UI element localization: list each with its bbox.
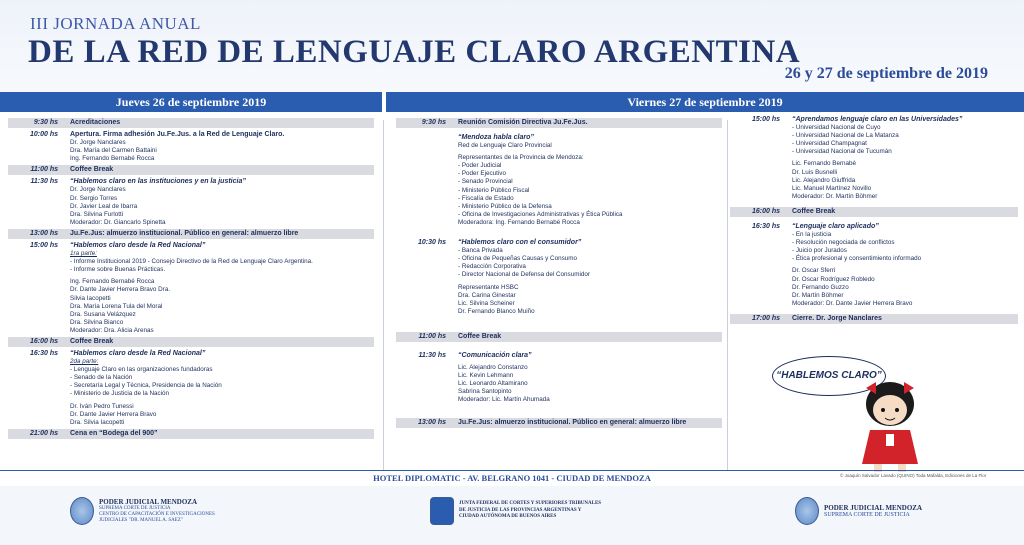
agenda-item: - Fiscalía de Estado — [458, 194, 514, 202]
agenda-item: - Oficina de Investigaciones Administrativas y Ética Pública — [458, 210, 623, 218]
slot-time: 13:00 hs — [417, 419, 446, 427]
agenda-slot — [730, 207, 1018, 217]
agenda-slot — [8, 337, 374, 347]
speaker: Representante HSBC — [458, 283, 519, 291]
slot-title: Cena en “Bodega del 900” — [70, 429, 158, 437]
moderator: Moderador: Dr. Martín Böhmer — [792, 192, 878, 200]
venue-address: HOTEL DIPLOMATIC - AV. BELGRANO 1041 - CIUDAD DE MENDOZA — [373, 473, 651, 483]
speaker: Dra. Susana Velázquez — [70, 310, 136, 318]
agenda-item: - Oficina de Pequeñas Causas y Consumo — [458, 255, 578, 263]
agenda-item: - Universidad Champagnat — [792, 140, 867, 148]
agenda-item: - Ética profesional y consentimiento informado — [792, 255, 922, 263]
speaker: Dr. Luis Busnelli — [792, 168, 838, 176]
agenda-slot — [8, 429, 374, 439]
agenda-slot — [8, 242, 374, 335]
slot-time: 9:30 hs — [421, 119, 446, 126]
agenda-item: - Juicio por Jurados — [792, 247, 847, 255]
slot-time: 10:30 hs — [417, 239, 446, 247]
event-dates: 26 y 27 de septiembre de 2019 — [784, 65, 988, 82]
agenda-item: - Universidad Nacional de Tucumán — [792, 148, 892, 156]
agenda-slot — [8, 178, 374, 227]
slot-time: 11:00 hs — [418, 332, 446, 340]
slot-time: 16:00 hs — [29, 337, 58, 345]
page-title: DE LA RED DE LENGUAJE CLARO ARGENTINA — [28, 34, 801, 70]
logo-name: PODER JUDICIAL MENDOZA — [824, 504, 923, 512]
agenda-item: - Director Nacional de Defensa del Consumidor — [458, 271, 590, 279]
agenda-item: - Universidad Nacional de La Matanza — [792, 132, 899, 140]
slot-time: 9:30 hs — [33, 119, 58, 126]
speaker: Dr. Dante Javier Herrera Bravo Dra. — [70, 286, 171, 294]
logo-line: JUNTA FEDERAL DE CORTES Y SUPERIORES TRIBUNALES — [459, 501, 602, 507]
agenda-item: - Universidad Nacional de Cuyo — [792, 124, 881, 132]
mendoza-seal-icon — [795, 497, 819, 525]
mafalda-illustration — [852, 374, 928, 474]
moderator: Moderadora: Ing. Fernando Bernabé Rocca — [458, 218, 580, 226]
intro-text: Representantes de la Provincia de Mendoza: — [458, 154, 584, 162]
agenda-slot — [396, 418, 722, 428]
agenda-item: - Senado Provincial — [458, 178, 513, 186]
logo-subtitle: CENTRO DE CAPACITACIÓN E INVESTIGACIONES — [99, 512, 215, 517]
part-label: 1ra parte: — [70, 250, 97, 258]
speech-bubble: “HABLEMOS CLARO” — [772, 356, 886, 396]
slot-title: Acreditaciones — [70, 119, 121, 126]
slot-title: “Mendoza habla claro” — [458, 134, 534, 141]
slot-time: 11:00 hs — [30, 166, 58, 174]
friday-morning-column — [396, 116, 722, 431]
slot-time: 16:30 hs — [751, 222, 780, 230]
friday-afternoon-column — [730, 116, 1018, 327]
agenda-slot — [8, 165, 374, 175]
column-divider — [727, 120, 728, 470]
agenda-slot — [8, 131, 374, 163]
speaker: Dr. Oscar Rodríguez Robledo — [792, 275, 875, 283]
speaker: Lic. Silvina Scheiner — [458, 299, 515, 307]
speaker: Dr. Sergio Torres — [70, 194, 118, 202]
speaker: Dr. Jorge Nanclares — [70, 139, 126, 147]
logo-name: PODER JUDICIAL MENDOZA — [99, 498, 198, 506]
agenda-slot — [730, 223, 1018, 308]
logo-line: DE JUSTICIA DE LAS PROVINCIAS ARGENTINAS Y — [459, 507, 582, 513]
mendoza-seal-icon — [70, 497, 94, 525]
speaker: Lic. Alejandro Constanzo — [458, 363, 528, 371]
logo-poder-judicial-cci — [70, 497, 215, 525]
slot-title: Ju.Fe.Jus: almuerzo institucional. Público en general: almuerzo libre — [458, 419, 687, 427]
agenda-slot — [396, 332, 722, 342]
agenda-item: - Senado de la Nación — [70, 374, 133, 382]
agenda-slot — [396, 352, 722, 405]
agenda-item: - Ministerio Público Fiscal — [458, 186, 530, 194]
speaker: Silvia Iacopetti — [70, 294, 111, 302]
agenda-item: - En la justicia — [792, 231, 832, 239]
slot-title: “Hablemos claro desde la Red Nacional” — [70, 349, 206, 357]
agenda-item: - Poder Ejecutivo — [458, 170, 506, 178]
logo-subtitle: JUDICIALES "DR. MANUEL A. SAEZ" — [99, 518, 183, 523]
slot-title: “Aprendamos lenguaje claro en las Universidades” — [792, 116, 963, 123]
speaker: Dr. Iván Pedro Tunessi — [70, 402, 134, 410]
moderator: Moderador: Dr. Giancarlo Spinetta — [70, 218, 166, 226]
slot-time: 10:00 hs — [29, 131, 58, 138]
agenda-item: - Banca Privada — [458, 247, 503, 255]
slot-title: Coffee Break — [70, 166, 114, 174]
agenda-slot — [8, 229, 374, 239]
agenda-item: - Redacción Corporativa — [458, 263, 526, 271]
speaker: Lic. Fernando Bernabé — [792, 160, 857, 168]
moderator: Moderador: Dra. Alicia Arenas — [70, 326, 154, 334]
speaker: Lic. Leonardo Altamirano — [458, 380, 528, 388]
speaker: Dra. María Lorena Tula del Moral — [70, 302, 163, 310]
logo-jufejus — [430, 497, 601, 525]
speaker: Dra. Carina Ginestar — [458, 291, 516, 299]
logo-subtitle: SUPREMA CORTE DE JUSTICIA — [824, 512, 910, 518]
agenda-slot — [730, 314, 1018, 324]
speaker: Dra. Silvina Furlotti — [70, 210, 124, 218]
speaker: Lic. Manuel Martínez Novillo — [792, 184, 872, 192]
agenda-slot — [396, 134, 722, 227]
logo-subtitle: SUPREMA CORTE DE JUSTICIA — [99, 506, 171, 511]
agenda-slot — [396, 118, 722, 128]
speaker: Ing. Fernando Bernabé Rocca — [70, 278, 155, 286]
slot-title: Apertura. Firma adhesión Ju.Fe.Jus. a la Red de Lenguaje Claro. — [70, 131, 285, 138]
slot-time: 11:30 hs — [418, 351, 446, 359]
speaker: Sabrina Santopinto — [458, 388, 512, 396]
slot-time: 11:30 hs — [30, 178, 58, 186]
slot-time: 16:30 hs — [29, 349, 58, 357]
slot-title: Coffee Break — [458, 332, 502, 340]
speaker: Dr. Dante Javier Herrera Bravo — [70, 410, 157, 418]
part-label: 2da parte: — [70, 358, 99, 366]
thursday-column — [8, 116, 374, 442]
slot-title: Reunión Comisión Directiva Ju.Fe.Jus. — [458, 119, 588, 126]
speaker: Dra. Silvia Iacopetti — [70, 418, 125, 426]
slot-time: 16:00 hs — [751, 207, 780, 215]
slot-time: 15:00 hs — [751, 116, 780, 123]
speaker: Dr. Oscar Sferri — [792, 267, 836, 275]
speaker: Dr. Fernando Guzzo — [792, 283, 849, 291]
agenda-item: - Informe sobre Buenas Prácticas. — [70, 266, 166, 274]
column-divider — [383, 120, 384, 470]
agenda-item: - Ministerio de Justicia de la Nación — [70, 390, 170, 398]
slot-time: 21:00 hs — [29, 429, 58, 437]
slot-time: 15:00 hs — [29, 241, 58, 249]
slot-title: Cierre. Dr. Jorge Nanclares — [792, 314, 882, 322]
speaker: Ing. Fernando Bernabé Rocca — [70, 155, 155, 163]
slot-title: Ju.Fe.Jus: almuerzo institucional. Público en general: almuerzo libre — [70, 229, 299, 237]
agenda-item: - Secretaría Legal y Técnica, Presidencia de la Nación — [70, 382, 222, 390]
speaker: Lic. Alejandro Giuffrida — [792, 176, 856, 184]
slot-title: “Hablemos claro desde la Red Nacional” — [70, 241, 206, 249]
slot-title: “Hablemos claro en las instituciones y en la justicia” — [70, 178, 246, 186]
slot-title: Coffee Break — [70, 337, 114, 345]
agenda-slot — [730, 116, 1018, 201]
moderator: Moderador: Dr. Dante Javier Herrera Bravo — [792, 299, 913, 307]
edition-label: III JORNADA ANUAL — [30, 14, 201, 33]
slot-title: Coffee Break — [792, 207, 836, 215]
moderator: Moderador: Lic. Martín Ahumada — [458, 396, 550, 404]
slot-time: 13:00 hs — [29, 229, 58, 237]
slot-title: “Comunicación clara” — [458, 351, 532, 359]
logo-poder-judicial — [795, 497, 922, 525]
speaker: Dr. Jorge Nanclares — [70, 186, 126, 194]
agenda-item: - Lenguaje Claro en las organizaciones fundadoras — [70, 366, 213, 374]
agenda-item: - Informe Institucional 2019 - Consejo Directivo de la Red de Lenguaje Claro Argentina. — [70, 258, 313, 266]
agenda-item: - Ministerio Público de la Defensa — [458, 202, 552, 210]
agenda-slot — [8, 118, 374, 128]
speaker: Dra. Silvina Bianco — [70, 318, 124, 326]
speaker: Dr. Fernando Blanco Muiño — [458, 307, 535, 315]
speaker: Dra. María del Carmen Battaini — [70, 147, 157, 155]
agenda-slot — [396, 239, 722, 316]
speaker: Dr. Martín Böhmer — [792, 291, 844, 299]
agenda-slot — [8, 350, 374, 427]
illustration-credit: © Joaquín Salvador Lavado (QUINO) Toda Mafalda, Ediciones de La Flor — [840, 473, 987, 478]
speaker: Lic. Kevin Lehmann — [458, 372, 514, 380]
agenda-item: - Resolución negociada de conflictos — [792, 239, 895, 247]
slot-subtitle: Red de Lenguaje Claro Provincial — [458, 142, 552, 150]
slot-title: “Lenguaje claro aplicado” — [792, 222, 879, 230]
slot-time: 17:00 hs — [751, 314, 780, 322]
day-header-friday: Viernes 27 de septiembre 2019 — [386, 92, 1024, 112]
agenda-item: - Poder Judicial — [458, 162, 502, 170]
slot-title: “Hablemos claro con el consumidor” — [458, 239, 582, 247]
day-header-thursday: Jueves 26 de septiembre 2019 — [0, 92, 382, 112]
logo-line: CIUDAD AUTÓNOMA DE BUENOS AIRES — [459, 514, 557, 520]
jufejus-emblem-icon — [430, 497, 454, 525]
speaker: Dr. Javier Leal de Ibarra — [70, 202, 138, 210]
footer-rule — [0, 470, 1024, 471]
